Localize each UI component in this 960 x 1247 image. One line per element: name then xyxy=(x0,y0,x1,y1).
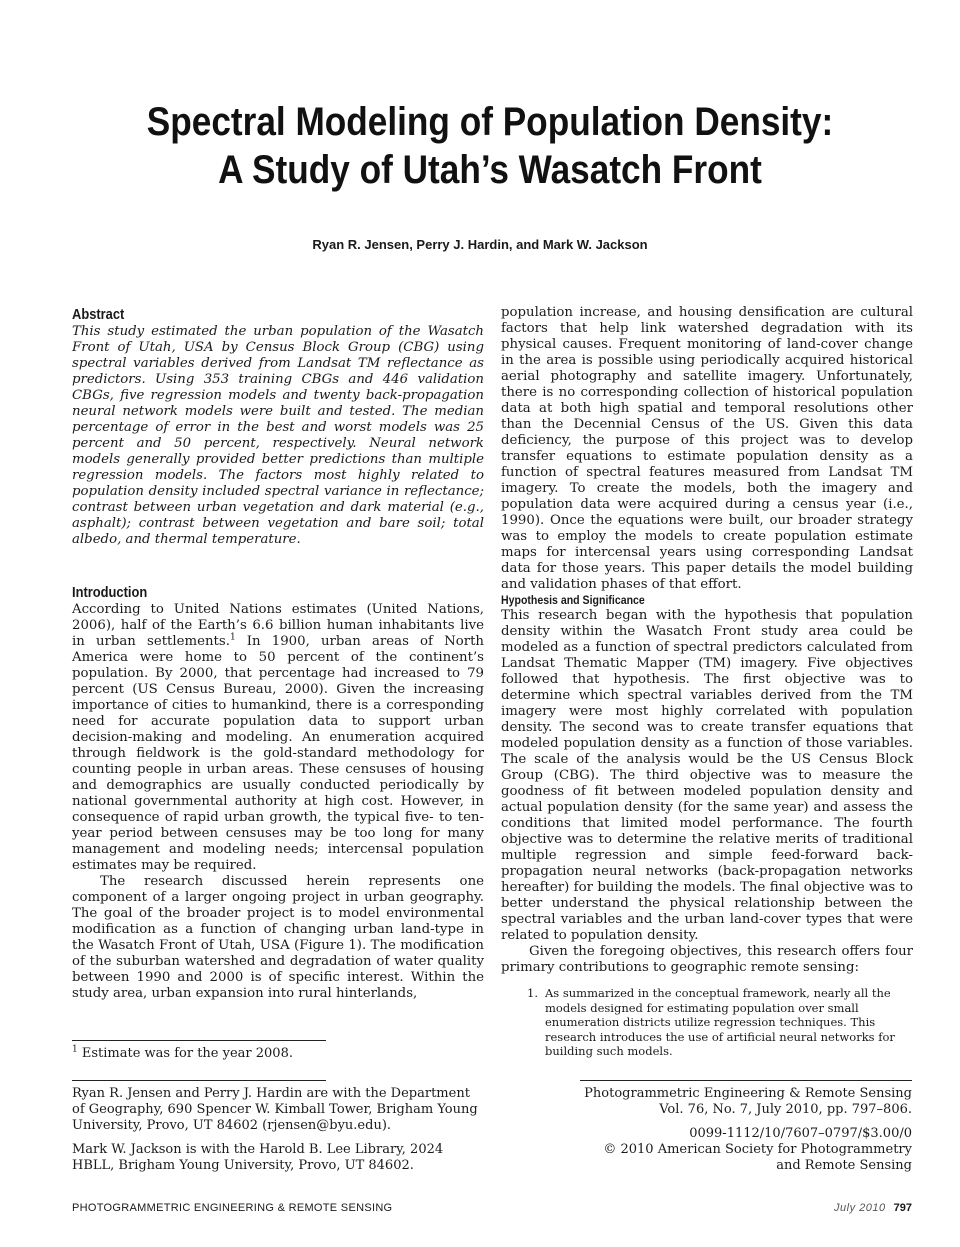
hypothesis-section xyxy=(501,593,913,1059)
footnote-divider xyxy=(72,1040,326,1041)
intro-p1-start: According to United Nations estimates (United Nations, 2006), half of the Earth’s 6.6 billion human inhabitants live in urban settlements. xyxy=(72,602,484,649)
introduction-heading: Introduction xyxy=(72,584,148,601)
footnote-number: 1 xyxy=(72,1044,78,1055)
introduction-section xyxy=(72,584,484,1002)
introduction-continued xyxy=(501,305,913,593)
paper-title-line-1: Spectral Modeling of Population Density: xyxy=(146,100,834,144)
journal-info-divider xyxy=(580,1080,912,1081)
introduction-paragraph-2: The research discussed herein represents one component of a larger ongoing project in urban geography. The goal of the broader project is to model environmental modification as a function of changing urban land-type in the Wasatch Front of Utah, USA (Figure 1). The modification of the suburban watershed and degradation of water quality between 1990 and 2000 is of specific interest. Within the study area, urban expansion into rural hinterlands, xyxy=(72,874,484,1001)
introduction-paragraph-3: population increase, and housing densification are cultural factors that help link watershed degradation with its physical causes. Frequent monitoring of land-cover change in the area is possible using periodically acquired historical aerial photography and satellite imagery. Unfortunately, there is no corresponding collection of historical population data at both high spatial and temporal resolutions other than the Decennial Census of the US. Given this data deficiency, the purpose of this project was to develop transfer equations to estimate population density as a function of spectral features measured from Landsat TM imagery. To create the models, both the imagery and population data were acquired during a census year (i.e., 1990). Once the equations were built, our broader strategy was to employ the models to create population estimate maps for intercensal years using corresponding Landsat data for those years. This paper details the model building and validation phases of that effort. xyxy=(501,305,913,592)
list-item-number: 1. xyxy=(527,986,538,1000)
journal-volume: Vol. 76, No. 7, July 2010, pp. 797–806. xyxy=(659,1102,912,1117)
affiliation-1: Ryan R. Jensen and Perry J. Hardin are with the Department of Geography, 690 Spencer W. Kimball Tower, Brigham Young University, Provo, UT 84602 (rjensen@byu.edu). xyxy=(72,1086,478,1133)
list-item xyxy=(527,986,913,1059)
hypothesis-paragraph-1: This research began with the hypothesis that population density within the Wasatch Front study area could be modeled as a function of spectral predictors calculated from Landsat Thematic Mapper (TM) imagery. Five objectives followed that hypothesis. The first objective was to determine which spectral variables derived from the TM imagery were most highly correlated with population density. The second was to create transfer equations that modeled population density as a function of those variables. The scale of the analysis would be the US Census Block Group (CBG). The third objective was to measure the goodness of fit between modeled population density and actual population density (for the same year) and assess the conditions that limited model performance. The fourth objective was to determine the relative merits of traditional multiple regression and simple feed-forward back-propagation neural networks (back-propagation networks hereafter) for building the models. The final objective was to better understand the physical relationship between the spectral variables and the urban land-cover types that were related to population density. xyxy=(501,608,913,943)
page-number: 797 xyxy=(893,1202,912,1214)
running-footer-right xyxy=(834,1202,912,1214)
author-list: Ryan R. Jensen, Perry J. Hardin, and Mark W. Jackson xyxy=(312,237,648,252)
hypothesis-paragraph-2: Given the foregoing objectives, this research offers four primary contributions to geographic remote sensing: xyxy=(501,944,913,975)
footnote-marker: 1 xyxy=(229,632,236,643)
abstract-section xyxy=(72,306,484,548)
hypothesis-heading: Hypothesis and Significance xyxy=(501,593,645,607)
affiliation-2: Mark W. Jackson is with the Harold B. Lee Library, 2024 HBLL, Brigham Young University, Provo, UT 84602. xyxy=(72,1142,444,1173)
footer-month: July 2010 xyxy=(834,1202,886,1214)
paper-title-line-2: A Study of Utah’s Wasatch Front xyxy=(218,148,762,192)
list-item-text: As summarized in the conceptual framework, nearly all the models designed for estimating population over small enumeration districts utilize regression techniques. This research introduces the use of artificial neural networks for building such models. xyxy=(545,986,895,1058)
introduction-paragraph-1 xyxy=(72,602,484,874)
footnote xyxy=(72,1046,484,1062)
contributions-list xyxy=(527,986,913,1059)
footnote-text: Estimate was for the year 2008. xyxy=(77,1046,293,1061)
running-footer-journal: PHOTOGRAMMETRIC ENGINEERING & REMOTE SENSING xyxy=(72,1202,393,1214)
journal-name: Photogrammetric Engineering & Remote Sensing xyxy=(584,1086,912,1101)
abstract-heading: Abstract xyxy=(72,306,125,323)
abstract-text: This study estimated the urban population of the Wasatch Front of Utah, USA by Census Block Group (CBG) using spectral variables derived from Landsat TM reflectance as predictors. Using 353 training CBGs and 446 validation CBGs, five regression models and twenty back-propagation neural network models were built and tested. The median percentage of error in the best and worst models was 25 percent and 50 percent, respectively. Neural network models generally provided better predictions than multiple regression models. The factors most highly related to population density included spectral variance in reflectance; contrast between urban vegetation and dark material (e.g., asphalt); contrast between vegetation and bare soil; total albedo, and thermal temperature. xyxy=(72,324,484,547)
copyright-line-2: and Remote Sensing xyxy=(776,1158,912,1173)
affiliation-divider xyxy=(72,1080,326,1081)
copyright-line: © 2010 American Society for Photogrammetry xyxy=(603,1142,912,1157)
journal-code: 0099-1112/10/7607–0797/$3.00/0 xyxy=(689,1126,912,1141)
intro-p1-rest: In 1900, urban areas of North America were home to 50 percent of the continent’s population. By 2000, that percentage had increased to 79 percent (US Census Bureau, 2000). Given the increasing importance of cities to humankind, there is a corresponding need for accurate population data to support urban decision-making and modeling. An enumeration acquired through fieldwork is the gold-standard methodology for counting people in urban areas. These censuses of housing and demographics are usually conducted periodically by national governmental authority at high cost. However, in consequence of rapid urban growth, the typical five- to ten-year period between censuses may be too long for many management and modeling needs; intercensal population estimates may be required. xyxy=(72,634,484,873)
